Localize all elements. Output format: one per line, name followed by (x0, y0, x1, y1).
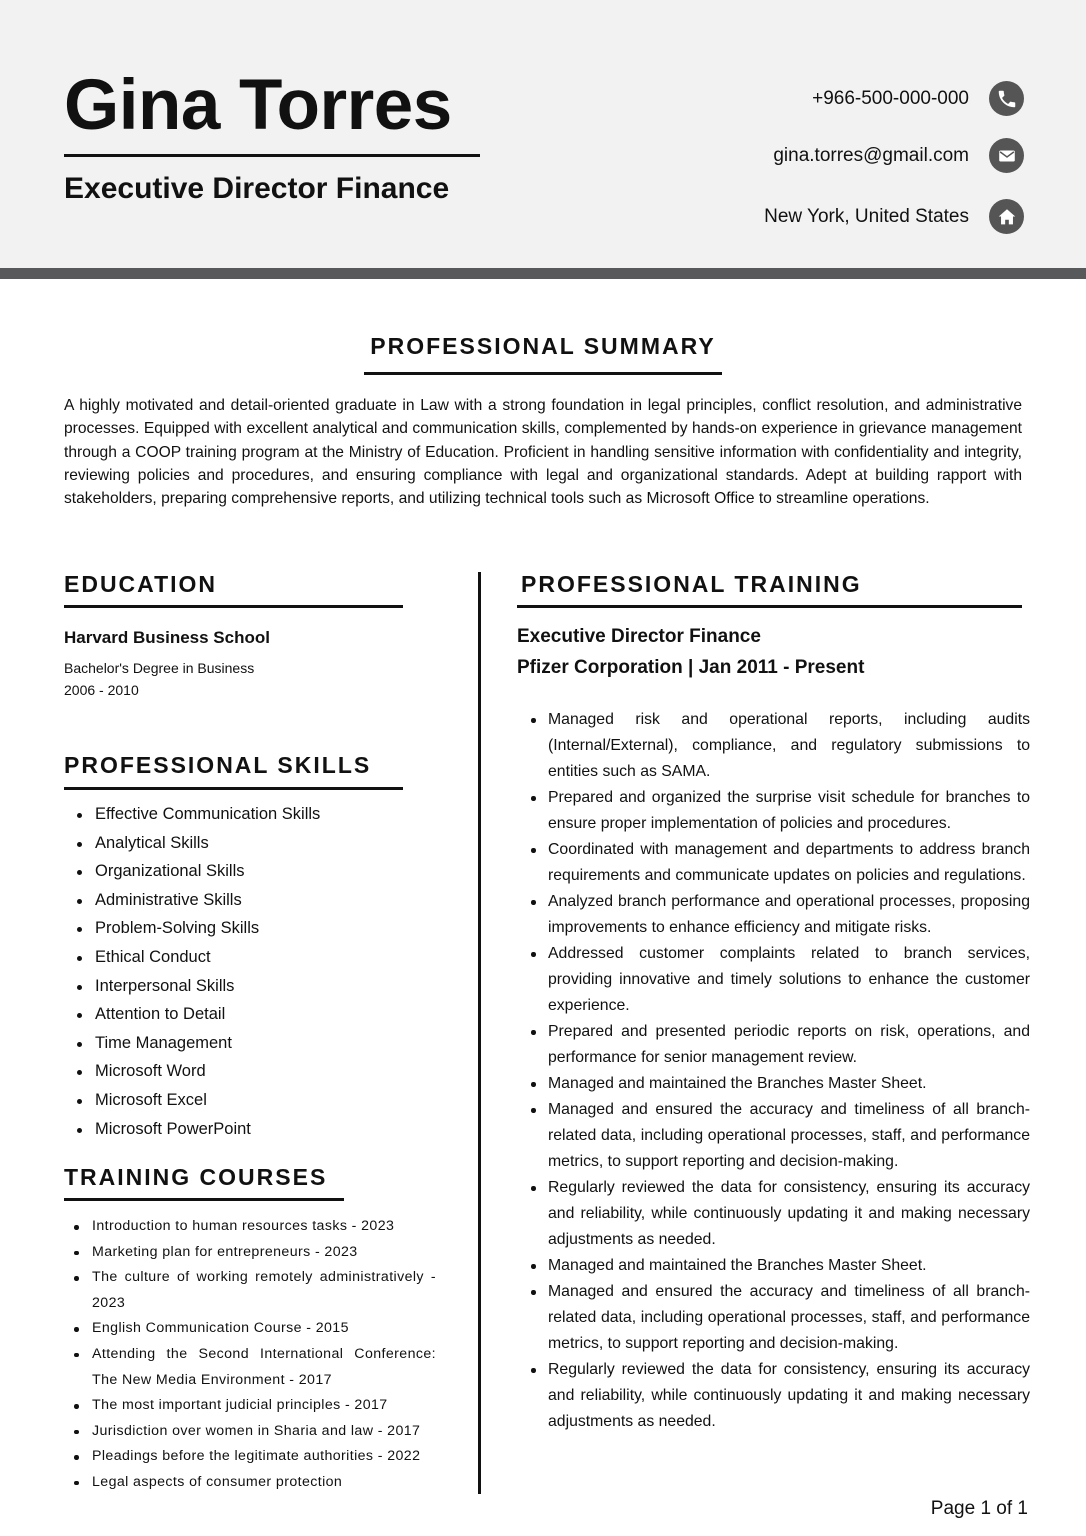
duty-item: Analyzed branch performance and operational processes, proposing improvements to enhance efficiency and mitigate risks. (517, 889, 1030, 941)
course-item: The most important judicial principles - 2017 (64, 1393, 436, 1419)
skill-item: Time Management (64, 1029, 424, 1058)
courses-heading: TRAINING COURSES (64, 1164, 328, 1190)
skills-underline (64, 787, 403, 790)
skill-item: Ethical Conduct (64, 943, 424, 972)
duty-item: Regularly reviewed the data for consistency, ensuring its accuracy and reliability, while continuously updating it and making necessary adjustments as needed. (517, 1357, 1030, 1435)
skills-heading: PROFESSIONAL SKILLS (64, 752, 372, 778)
training-underline (517, 605, 1022, 608)
duty-item: Managed and ensured the accuracy and timeliness of all branch-related data, including operational processes, staff, and performance metrics, to support reporting and decision-making. (517, 1097, 1030, 1175)
job-title: Executive Director Finance (64, 172, 450, 205)
phone-icon (989, 81, 1024, 116)
summary-underline (364, 372, 722, 375)
skill-item: Administrative Skills (64, 886, 424, 915)
email-address[interactable]: gina.torres@gmail.com (773, 144, 969, 166)
contact-location (764, 199, 1024, 234)
education-underline (64, 605, 403, 608)
duty-item: Managed and maintained the Branches Master Sheet. (517, 1071, 1030, 1097)
education-degree: Bachelor's Degree in Business (64, 660, 255, 676)
duty-item: Coordinated with management and departments to address branch requirements and communicate updates on policies and regulations. (517, 837, 1030, 889)
duty-item: Prepared and organized the surprise visit schedule for branches to ensure proper implementation of policies and procedures. (517, 785, 1030, 837)
name-underline (64, 154, 480, 157)
skill-item: Interpersonal Skills (64, 972, 424, 1001)
location-text: New York, United States (764, 205, 969, 227)
header-divider-bar (0, 268, 1086, 279)
course-item: Jurisdiction over women in Sharia and law - 2017 (64, 1419, 436, 1445)
skill-item: Analytical Skills (64, 829, 424, 858)
training-heading: PROFESSIONAL TRAINING (521, 571, 862, 597)
duty-item: Prepared and presented periodic reports on risk, operations, and performance for senior management review. (517, 1019, 1030, 1071)
column-divider (478, 572, 481, 1494)
training-company: Pfizer Corporation | Jan 2011 - Present (517, 657, 865, 678)
summary-text: A highly motivated and detail-oriented graduate in Law with a strong foundation in legal principles, conflict resolution, and administrative processes. Equipped with excellent analytical and communication skills, complemented by hands-on experience in grievance management through a COOP training program at the Ministry of Education. Proficient in handling sensitive information with confidentiality and integrity, reviewing policies and procedures, and ensuring compliance with legal and organizational standards. Adept at building rapport with stakeholders, preparing comprehensive reports, and utilizing technical tools such as Microsoft Office to streamline operations. (64, 397, 1022, 508)
skill-item: Problem-Solving Skills (64, 914, 424, 943)
course-item: Marketing plan for entrepreneurs - 2023 (64, 1240, 436, 1266)
candidate-name: Gina Torres (64, 66, 452, 145)
skill-item: Effective Communication Skills (64, 800, 424, 829)
page-number: Page 1 of 1 (930, 1498, 1028, 1519)
skill-item: Microsoft PowerPoint (64, 1115, 424, 1144)
course-item: Attending the Second International Conference: The New Media Environment - 2017 (64, 1342, 436, 1393)
courses-underline (64, 1198, 344, 1201)
education-school: Harvard Business School (64, 628, 270, 647)
training-duties-list (517, 707, 1030, 1435)
summary-heading: PROFESSIONAL SUMMARY (370, 333, 716, 359)
phone-number: +966-500-000-000 (812, 87, 969, 109)
course-item: The culture of working remotely administratively - 2023 (64, 1265, 436, 1316)
duty-item: Regularly reviewed the data for consistency, ensuring its accuracy and reliability, while continuously updating it and making necessary adjustments as needed. (517, 1175, 1030, 1253)
skills-list (64, 800, 424, 1143)
education-heading: EDUCATION (64, 571, 218, 597)
skill-item: Microsoft Excel (64, 1086, 424, 1115)
contact-email (773, 138, 1024, 173)
duty-item: Managed risk and operational reports, including audits (Internal/External), compliance, and regulatory submissions to entities such as SAMA. (517, 707, 1030, 785)
course-item: English Communication Course - 2015 (64, 1316, 436, 1342)
duty-item: Managed and ensured the accuracy and timeliness of all branch-related data, including operational processes, staff, and performance metrics, to support reporting and decision-making. (517, 1279, 1030, 1357)
skill-item: Attention to Detail (64, 1000, 424, 1029)
skill-item: Microsoft Word (64, 1057, 424, 1086)
education-years: 2006 - 2010 (64, 682, 139, 698)
duty-item: Managed and maintained the Branches Master Sheet. (517, 1253, 1030, 1279)
courses-list (64, 1214, 436, 1496)
duty-item: Addressed customer complaints related to branch services, providing innovative and timely solutions to enhance the customer experience. (517, 941, 1030, 1019)
envelope-icon (989, 138, 1024, 173)
course-item: Legal aspects of consumer protection (64, 1470, 436, 1496)
skill-item: Organizational Skills (64, 857, 424, 886)
course-item: Pleadings before the legitimate authorities - 2022 (64, 1444, 436, 1470)
training-role: Executive Director Finance (517, 626, 761, 647)
course-item: Introduction to human resources tasks - 2023 (64, 1214, 436, 1240)
home-icon (989, 199, 1024, 234)
contact-phone (812, 81, 1024, 116)
